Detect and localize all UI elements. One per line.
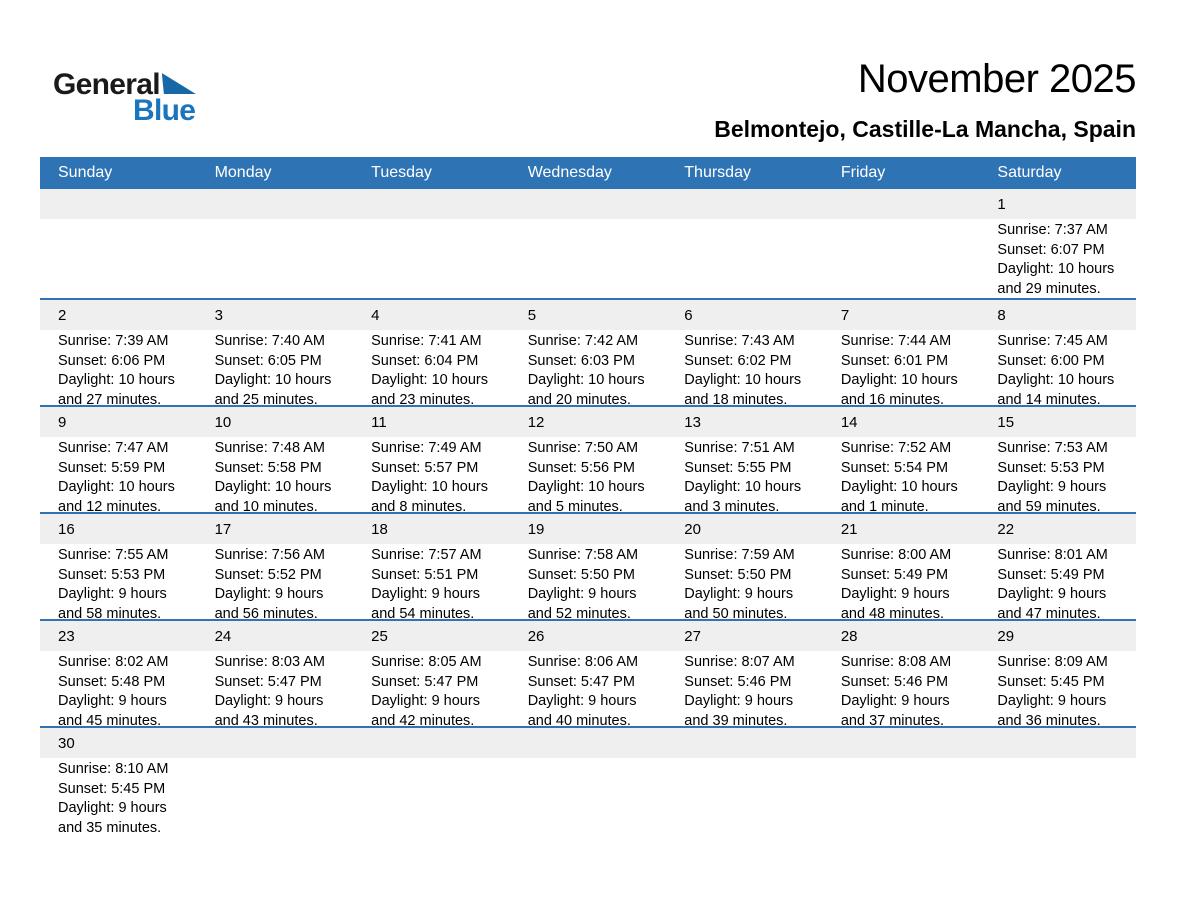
empty-day-cell [510,189,667,298]
daylight-text: Daylight: 9 hours [58,586,167,602]
sunset-text: Sunset: 5:48 PM [58,673,166,690]
sunset-text: Sunset: 6:05 PM [214,352,322,369]
sunrise-text: Sunrise: 7:59 AM [684,547,795,563]
daylight-text-cont: and 18 minutes. [684,391,788,405]
sunrise-text: Sunrise: 7:43 AM [684,333,795,349]
day-details [841,437,976,512]
daylight-text: Daylight: 10 hours [840,372,958,388]
day-details [841,544,976,619]
page-title: November 2025 [857,57,1136,101]
day-number: 21 [840,521,858,538]
daylight-text: Daylight: 10 hours [527,479,645,495]
sunrise-text: Sunrise: 8:06 AM [527,654,639,670]
calendar-weeks [40,189,1136,833]
weekday-header-sunday: Sunday [58,164,113,181]
sunrise-text: Sunrise: 7:57 AM [371,547,482,563]
day-cell-20 [666,514,823,619]
day-cell-5 [510,300,667,405]
sunrise-text: Sunrise: 8:10 AM [58,761,169,777]
day-cell-23 [40,621,197,726]
day-cell-1 [979,189,1136,298]
sunset-text: Sunset: 6:06 PM [58,352,166,369]
sunset-text: Sunset: 5:51 PM [371,566,479,583]
sunrise-text: Sunrise: 7:39 AM [58,333,169,349]
daylight-text: Daylight: 10 hours [684,479,802,495]
sunset-text: Sunset: 6:02 PM [684,352,792,369]
sunrise-text: Sunrise: 7:48 AM [214,440,325,456]
sunset-text: Sunset: 5:50 PM [684,566,792,583]
daylight-text: Daylight: 10 hours [214,372,332,388]
daylight-text: Daylight: 9 hours [214,586,324,602]
day-cell-11 [353,407,510,512]
empty-day-cell [353,189,510,298]
sunset-text: Sunset: 5:56 PM [527,459,635,476]
week-row-3 [40,405,1136,512]
day-cell-2 [40,300,197,405]
sunrise-text: Sunrise: 7:42 AM [527,333,639,349]
day-details [528,651,663,726]
day-cell-14 [823,407,980,512]
day-details [528,544,663,619]
daylight-text: Daylight: 10 hours [371,372,489,388]
empty-day-cell [197,728,354,833]
sunrise-text: Sunrise: 8:09 AM [997,654,1108,670]
weekday-header-monday: Monday [214,164,272,181]
sunrise-text: Sunrise: 7:51 AM [684,440,795,456]
daylight-text: Daylight: 10 hours [527,372,645,388]
day-details [684,651,819,726]
sunset-text: Sunset: 6:03 PM [527,352,635,369]
day-details [58,544,193,619]
daylight-text: Daylight: 9 hours [527,693,637,709]
day-cell-10 [197,407,354,512]
weekday-header-row [40,157,1136,189]
sunset-text: Sunset: 5:55 PM [684,459,792,476]
daylight-text: Daylight: 10 hours [997,261,1115,277]
day-number: 25 [371,628,388,645]
sunrise-text: Sunrise: 7:41 AM [371,333,482,349]
daylight-text-cont: and 3 minutes. [684,498,780,512]
day-number: 26 [527,628,545,645]
day-number: 18 [371,521,388,538]
week-row-4 [40,512,1136,619]
logo-text-blue: Blue [133,94,196,127]
day-details [371,544,506,619]
day-number: 28 [840,628,858,645]
sunrise-text: Sunrise: 7:58 AM [527,547,639,563]
sunset-text: Sunset: 6:00 PM [997,352,1105,369]
daylight-text-cont: and 58 minutes. [58,605,162,619]
sunset-text: Sunset: 5:54 PM [840,459,949,476]
week-row-6 [40,726,1136,833]
daylight-text-cont: and 1 minute. [840,498,929,512]
day-details [371,330,506,405]
day-cell-15 [979,407,1136,512]
weekday-header-friday: Friday [840,164,886,181]
day-number: 6 [684,307,693,324]
day-cell-7 [823,300,980,405]
weekday-header-saturday: Saturday [997,164,1062,181]
daylight-text-cont: and 27 minutes. [58,391,162,405]
daylight-text: Daylight: 9 hours [58,800,167,816]
weekday-header-wednesday: Wednesday [527,164,612,181]
week-row-2 [40,298,1136,405]
day-number: 14 [840,414,858,431]
sunset-text: Sunset: 5:58 PM [214,459,322,476]
day-number: 8 [997,307,1006,324]
sunrise-text: Sunrise: 7:40 AM [214,333,325,349]
day-details [58,651,193,726]
day-details [58,437,193,512]
daylight-text-cont: and 59 minutes. [997,498,1101,512]
day-number: 15 [997,414,1015,431]
calendar-table [40,157,1136,833]
empty-day-cell [666,728,823,833]
day-number: 22 [997,521,1015,538]
day-details [684,544,819,619]
daylight-text: Daylight: 10 hours [58,372,175,388]
day-cell-13 [666,407,823,512]
daylight-text-cont: and 39 minutes. [684,712,788,726]
day-number: 12 [527,414,545,431]
day-details [997,330,1132,405]
sunrise-text: Sunrise: 8:00 AM [840,547,952,563]
logo-triangle-icon [162,73,196,94]
sunset-text: Sunset: 5:49 PM [840,566,949,583]
day-cell-22 [979,514,1136,619]
sunrise-text: Sunrise: 8:05 AM [371,654,482,670]
sunset-text: Sunset: 5:47 PM [214,673,322,690]
daylight-text: Daylight: 9 hours [684,586,794,602]
day-cell-26 [510,621,667,726]
daylight-text: Daylight: 9 hours [840,586,950,602]
sunset-text: Sunset: 5:59 PM [58,459,166,476]
empty-day-cell [40,189,197,298]
page-header [0,0,1188,157]
sunrise-text: Sunrise: 7:50 AM [527,440,639,456]
sunset-text: Sunset: 5:47 PM [527,673,635,690]
day-details [215,544,350,619]
day-details [215,437,350,512]
sunrise-text: Sunrise: 8:07 AM [684,654,795,670]
day-cell-18 [353,514,510,619]
day-cell-4 [353,300,510,405]
sunrise-text: Sunrise: 7:45 AM [997,333,1108,349]
daylight-text: Daylight: 9 hours [527,586,637,602]
day-cell-30 [40,728,197,833]
daylight-text-cont: and 5 minutes. [527,498,623,512]
day-details [997,651,1132,726]
day-cell-25 [353,621,510,726]
sunrise-text: Sunrise: 8:03 AM [214,654,325,670]
sunrise-text: Sunrise: 7:53 AM [997,440,1108,456]
day-cell-8 [979,300,1136,405]
day-cell-24 [197,621,354,726]
day-cell-12 [510,407,667,512]
sunset-text: Sunset: 5:49 PM [997,566,1105,583]
day-number: 11 [371,414,387,431]
day-number: 24 [214,628,232,645]
day-number: 29 [997,628,1015,645]
sunrise-text: Sunrise: 7:47 AM [58,440,169,456]
empty-day-cell [666,189,823,298]
daylight-text-cont: and 25 minutes. [214,391,318,405]
sunrise-text: Sunrise: 8:08 AM [840,654,952,670]
day-cell-16 [40,514,197,619]
day-cell-17 [197,514,354,619]
daylight-text: Daylight: 10 hours [371,479,489,495]
sunrise-text: Sunrise: 7:37 AM [997,222,1108,238]
day-number: 30 [58,735,75,752]
day-number: 7 [840,307,850,324]
daylight-text: Daylight: 9 hours [58,693,167,709]
sunset-text: Sunset: 5:46 PM [684,673,792,690]
daylight-text-cont: and 40 minutes. [527,712,631,726]
weekday-header-tuesday: Tuesday [371,164,432,181]
sunset-text: Sunset: 5:53 PM [997,459,1105,476]
day-cell-28 [823,621,980,726]
logo-text-general: General [53,68,160,101]
day-number: 20 [684,521,701,538]
day-number: 27 [684,628,701,645]
day-number: 4 [371,307,380,324]
day-number: 1 [997,196,1006,213]
daylight-text: Daylight: 9 hours [214,693,324,709]
day-details [684,330,819,405]
empty-day-cell [823,189,980,298]
daylight-text-cont: and 48 minutes. [840,605,945,619]
day-details [841,330,976,405]
day-cell-19 [510,514,667,619]
day-number: 9 [58,414,67,431]
daylight-text: Daylight: 9 hours [840,693,950,709]
day-number: 3 [214,307,223,324]
daylight-text: Daylight: 9 hours [684,693,794,709]
empty-day-cell [979,728,1136,833]
sunrise-text: Sunrise: 7:52 AM [840,440,952,456]
week-row-5 [40,619,1136,726]
daylight-text: Daylight: 10 hours [214,479,332,495]
daylight-text-cont: and 36 minutes. [997,712,1101,726]
daylight-text-cont: and 52 minutes. [527,605,631,619]
empty-day-cell [823,728,980,833]
day-cell-27 [666,621,823,726]
daylight-text-cont: and 47 minutes. [997,605,1101,619]
general-blue-logo [53,68,196,127]
day-cell-9 [40,407,197,512]
sunrise-text: Sunrise: 7:44 AM [840,333,952,349]
day-number: 19 [527,521,545,538]
daylight-text: Daylight: 10 hours [997,372,1115,388]
empty-day-cell [197,189,354,298]
empty-day-cell [510,728,667,833]
day-cell-29 [979,621,1136,726]
title-block [714,57,1136,143]
day-details [997,219,1132,298]
daylight-text-cont: and 10 minutes. [214,498,318,512]
day-details [58,330,193,405]
daylight-text-cont: and 50 minutes. [684,605,788,619]
day-details [997,544,1132,619]
empty-day-cell [353,728,510,833]
day-details [215,330,350,405]
day-details [528,437,663,512]
daylight-text: Daylight: 9 hours [371,586,480,602]
daylight-text-cont: and 12 minutes. [58,498,162,512]
daylight-text: Daylight: 9 hours [997,693,1107,709]
day-details [841,651,976,726]
sunset-text: Sunset: 6:01 PM [840,352,949,369]
sunrise-text: Sunrise: 7:55 AM [58,547,169,563]
daylight-text-cont: and 45 minutes. [58,712,162,726]
day-number: 5 [527,307,537,324]
weekday-header-thursday: Thursday [684,164,751,181]
daylight-text-cont: and 35 minutes. [58,819,162,833]
daylight-text-cont: and 56 minutes. [214,605,318,619]
sunset-text: Sunset: 5:52 PM [214,566,322,583]
week-row-1 [40,189,1136,298]
day-details [371,651,506,726]
sunrise-text: Sunrise: 8:02 AM [58,654,169,670]
day-details [684,437,819,512]
daylight-text: Daylight: 10 hours [684,372,802,388]
sunset-text: Sunset: 5:57 PM [371,459,479,476]
sunset-text: Sunset: 5:50 PM [527,566,635,583]
daylight-text-cont: and 37 minutes. [840,712,945,726]
day-number: 23 [58,628,75,645]
day-details [58,758,193,833]
daylight-text: Daylight: 10 hours [58,479,175,495]
sunset-text: Sunset: 6:04 PM [371,352,479,369]
daylight-text-cont: and 16 minutes. [840,391,945,405]
sunset-text: Sunset: 5:53 PM [58,566,166,583]
daylight-text-cont: and 43 minutes. [214,712,318,726]
sunrise-text: Sunrise: 7:56 AM [214,547,325,563]
sunrise-text: Sunrise: 7:49 AM [371,440,482,456]
daylight-text-cont: and 14 minutes. [997,391,1101,405]
sunset-text: Sunset: 5:46 PM [840,673,949,690]
day-number: 16 [58,521,75,538]
sunset-text: Sunset: 6:07 PM [997,241,1105,258]
daylight-text-cont: and 20 minutes. [527,391,631,405]
daylight-text-cont: and 42 minutes. [371,712,475,726]
sunset-text: Sunset: 5:47 PM [371,673,479,690]
day-details [215,651,350,726]
day-cell-6 [666,300,823,405]
sunset-text: Sunset: 5:45 PM [58,780,166,797]
day-cell-21 [823,514,980,619]
daylight-text: Daylight: 9 hours [997,586,1107,602]
day-number: 2 [58,307,67,324]
day-details [371,437,506,512]
day-number: 17 [214,521,232,538]
daylight-text: Daylight: 9 hours [371,693,480,709]
daylight-text-cont: and 8 minutes. [371,498,467,512]
day-number: 10 [214,414,232,431]
day-details [528,330,663,405]
daylight-text: Daylight: 9 hours [997,479,1107,495]
day-number: 13 [684,414,701,431]
day-details [997,437,1132,512]
sunrise-text: Sunrise: 8:01 AM [997,547,1108,563]
daylight-text-cont: and 54 minutes. [371,605,475,619]
page-subtitle: Belmontejo, Castille-La Mancha, Spain [714,116,1136,142]
daylight-text-cont: and 29 minutes. [997,280,1101,297]
day-cell-3 [197,300,354,405]
daylight-text: Daylight: 10 hours [840,479,958,495]
sunset-text: Sunset: 5:45 PM [997,673,1105,690]
daylight-text-cont: and 23 minutes. [371,391,475,405]
